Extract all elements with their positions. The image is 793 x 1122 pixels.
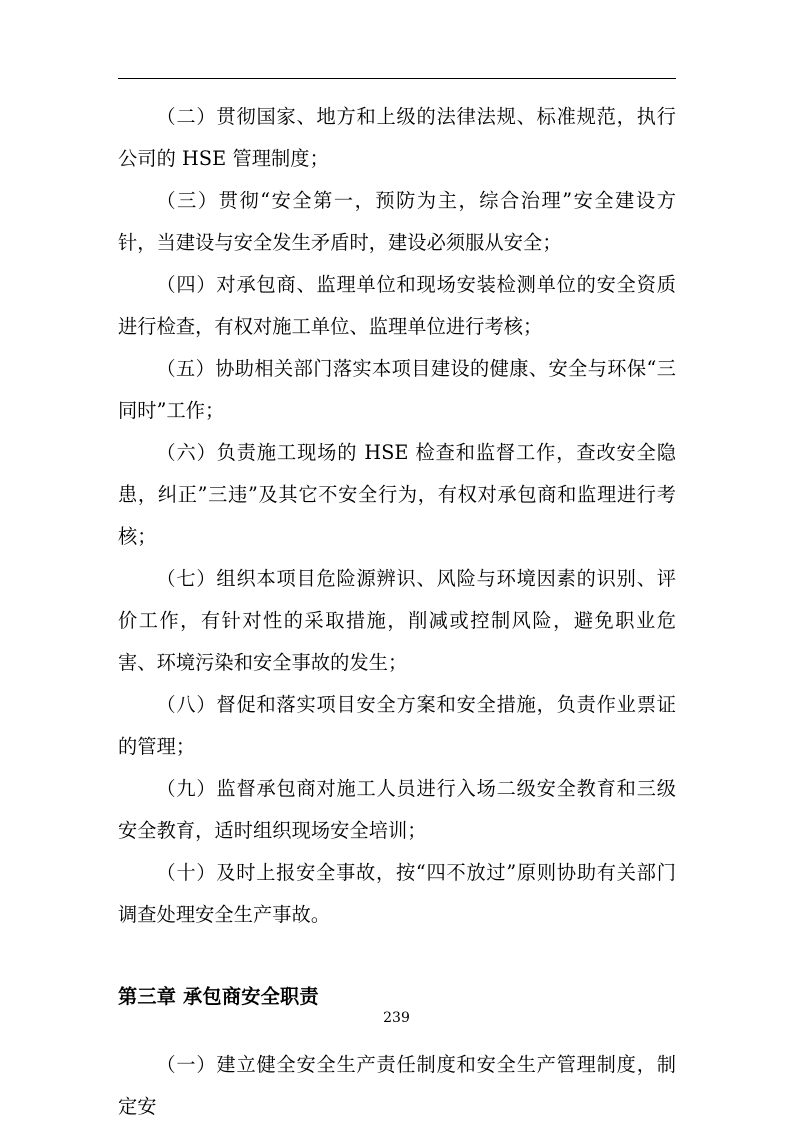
page-number: 239 (383, 1010, 410, 1026)
paragraph-2: （二）贯彻国家、地方和上级的法律法规、标准规范，执行公司的 HSE 管理制度； (118, 105, 676, 170)
paragraph-9: （九）监督承包商对施工人员进行入场二级安全教育和三级安全教育，适时组织现场安全培训； (118, 777, 676, 842)
paragraph-8: （八）督促和落实项目安全方案和安全措施，负责作业票证的管理； (118, 693, 676, 758)
paragraph-3: （三）贯彻“安全第一，预防为主，综合治理”安全建设方针，当建设与安全发生矛盾时，建设必须服从安全； (118, 189, 676, 254)
paragraph-5: （五）协助相关部门落实本项目建设的健康、安全与环保“三同时”工作； (118, 357, 676, 422)
header-rule (118, 78, 676, 79)
paragraph-10: （十）及时上报安全事故，按“四不放过”原则协助有关部门调查处理安全生产事故。 (118, 861, 676, 926)
paragraph-7: （七）组织本项目危险源辨识、风险与环境因素的识别、评价工作，有针对性的采取措施，削减或控制风险，避免职业危害、环境污染和安全事故的发生； (118, 567, 676, 674)
page-content (118, 96, 676, 1122)
chapter-heading: 第三章 承包商安全职责 (118, 985, 319, 1008)
heading-spacer-top (118, 936, 676, 976)
paragraph-6: （六）负责施工现场的 HSE 检查和监督工作，查改安全隐患，纠正”三违”及其它不安全行为，有权对承包商和监理进行考核； (118, 441, 676, 548)
paragraph-chapter3-1: （一）建立健全安全生产责任制度和安全生产管理制度，制定安 (118, 1053, 676, 1118)
paragraph-4: （四）对承包商、监理单位和现场安装检测单位的安全资质进行检查，有权对施工单位、监理单位进行考核； (118, 273, 676, 338)
